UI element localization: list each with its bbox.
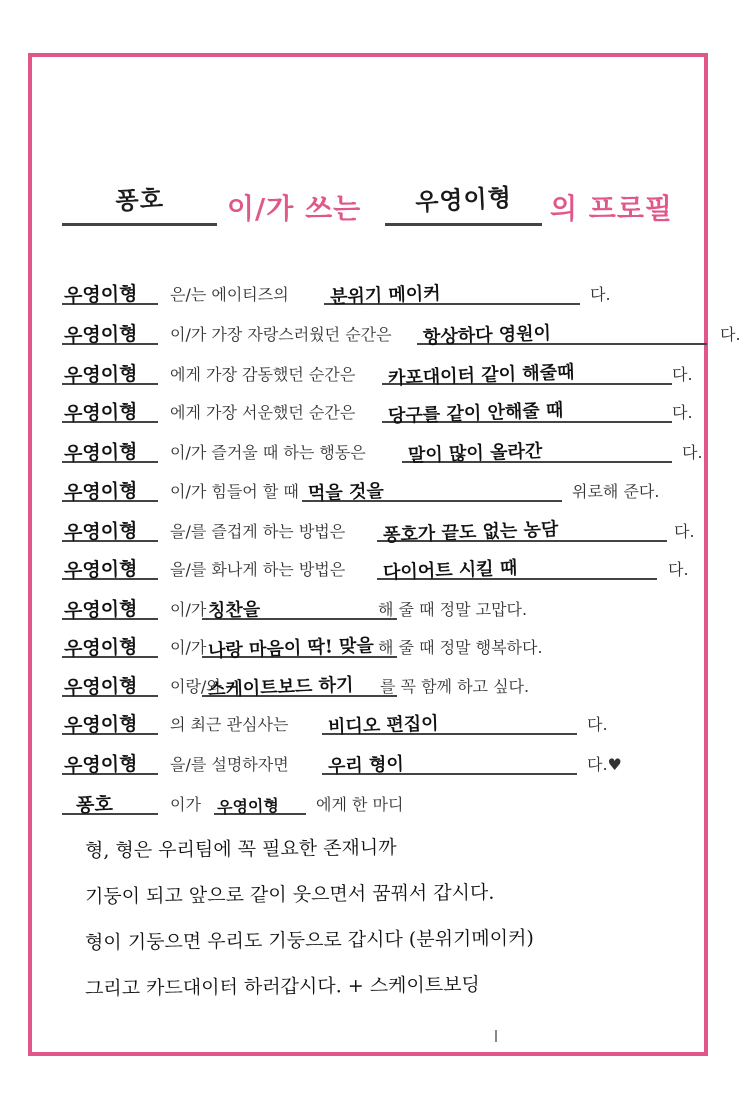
row-name: 우영이형	[63, 597, 138, 623]
row-prompt: 을/를 화나게 하는 방법은	[170, 560, 346, 579]
message-row	[62, 785, 702, 821]
row-ending: 다.	[674, 522, 695, 541]
profile-title	[62, 165, 702, 235]
writer-blank	[62, 165, 217, 226]
row-name: 우영이형	[63, 752, 138, 778]
profile-row	[62, 628, 702, 664]
row-prompt: 은/는 에이티즈의	[170, 285, 289, 304]
row-name: 우영이형	[63, 282, 138, 308]
row-prompt: 이/가 힘들어 할 때	[170, 482, 299, 501]
row-ending: 다.♥	[587, 755, 622, 774]
row-ending: 다.	[720, 325, 741, 344]
row-answer: 퐁호가 끝도 없는 농담	[382, 518, 559, 547]
row-ending: 해 줄 때 정말 고맙다.	[378, 600, 528, 619]
row-answer: 비디오 편집이	[327, 713, 439, 738]
row-answer: 카포대이터 같이 해줄때	[387, 361, 575, 390]
row-prompt: 이/가	[170, 600, 207, 619]
row-prompt: 의 최근 관심사는	[170, 715, 289, 734]
profile-row	[62, 550, 702, 586]
row-answer: 칭찬을	[207, 599, 261, 622]
row-prompt: 이랑/와	[170, 677, 222, 696]
message-line: 형이 기둥으면 우리도 기둥으로 갑시다 (분위기메이커)	[84, 927, 534, 954]
title-text-2: 의 프로필	[550, 192, 673, 225]
profile-row	[62, 745, 702, 781]
row-answer: 말이 많이 올라간	[407, 440, 543, 467]
message-line: 기둥이 되고 앞으로 같이 웃으면서 꿈꿔서 갑시다.	[84, 881, 495, 908]
row-answer: 먹을 것을	[307, 480, 385, 505]
row-ending: 위로해 준다.	[572, 482, 660, 501]
row-ending: 다.	[672, 403, 693, 422]
row-ending: 다.	[668, 560, 689, 579]
message-line: 형, 형은 우리팀에 꼭 필요한 존재니까	[84, 836, 397, 862]
profile-row	[62, 275, 702, 311]
profile-row	[62, 512, 702, 548]
row-ending: 다.	[682, 443, 703, 462]
row-prompt: 을/를 설명하자면	[170, 755, 289, 774]
row-name: 우영이형	[63, 322, 138, 348]
row-prompt: 을/를 즐겁게 하는 방법은	[170, 522, 346, 541]
message-subject: 우영이형	[216, 795, 280, 818]
row-ending: 해 줄 때 정말 행복하다.	[378, 638, 543, 657]
row-answer: 나랑 마음이 딱! 맞을	[207, 635, 375, 662]
profile-row	[62, 590, 702, 626]
row-answer: 스케이트보드 하기	[207, 674, 354, 701]
row-prompt: 이/가 가장 자랑스러웠던 순간은	[170, 325, 392, 344]
row-name: 우영이형	[63, 440, 138, 466]
row-answer: 항상하다 영원이	[422, 322, 552, 349]
row-answer: 당구를 같이 안해줄 때	[387, 399, 564, 428]
handwritten-message	[85, 825, 645, 1009]
message-part2: 에게 한 마디	[316, 795, 404, 814]
writer-name: 퐁호	[114, 183, 165, 216]
subject-blank	[385, 165, 542, 226]
row-prompt: 이/가 즐거울 때 하는 행동은	[170, 443, 366, 462]
row-answer: 다이어트 시킬 때	[382, 557, 518, 584]
row-name: 우영이형	[63, 362, 138, 388]
row-name: 우영이형	[63, 635, 138, 661]
row-prompt: 에게 가장 감동했던 순간은	[170, 365, 356, 384]
message-part1: 이가	[170, 795, 201, 814]
message-line: 그리고 카드대이터 하러갑시다. + 스케이트보딩	[84, 973, 480, 1000]
row-ending: 다.	[672, 365, 693, 384]
profile-row	[62, 472, 702, 508]
row-ending: 다.	[590, 285, 611, 304]
profile-row	[62, 667, 702, 703]
row-name: 우영이형	[63, 712, 138, 738]
row-name: 우영이형	[63, 400, 138, 426]
profile-row	[62, 355, 702, 391]
row-name: 우영이형	[63, 557, 138, 583]
row-name: 우영이형	[63, 519, 138, 545]
row-prompt: 에게 가장 서운했던 순간은	[170, 403, 356, 422]
profile-row	[62, 433, 702, 469]
profile-row	[62, 315, 741, 351]
row-ending: 다.	[587, 715, 608, 734]
title-text-1: 이/가 쓰는	[227, 192, 362, 225]
row-name: 우영이형	[63, 674, 138, 700]
row-name: 우영이형	[63, 479, 138, 505]
message-writer: 퐁호	[75, 793, 114, 817]
subject-name: 우영이형	[414, 182, 513, 217]
profile-row	[62, 705, 702, 741]
profile-row	[62, 393, 702, 429]
pencil-mark	[495, 1030, 497, 1042]
row-answer: 우리 형이	[327, 753, 405, 778]
row-answer: 분위기 메이커	[329, 283, 441, 308]
row-ending: 를 꼭 함께 하고 싶다.	[380, 677, 530, 696]
row-prompt: 이/가	[170, 638, 207, 657]
